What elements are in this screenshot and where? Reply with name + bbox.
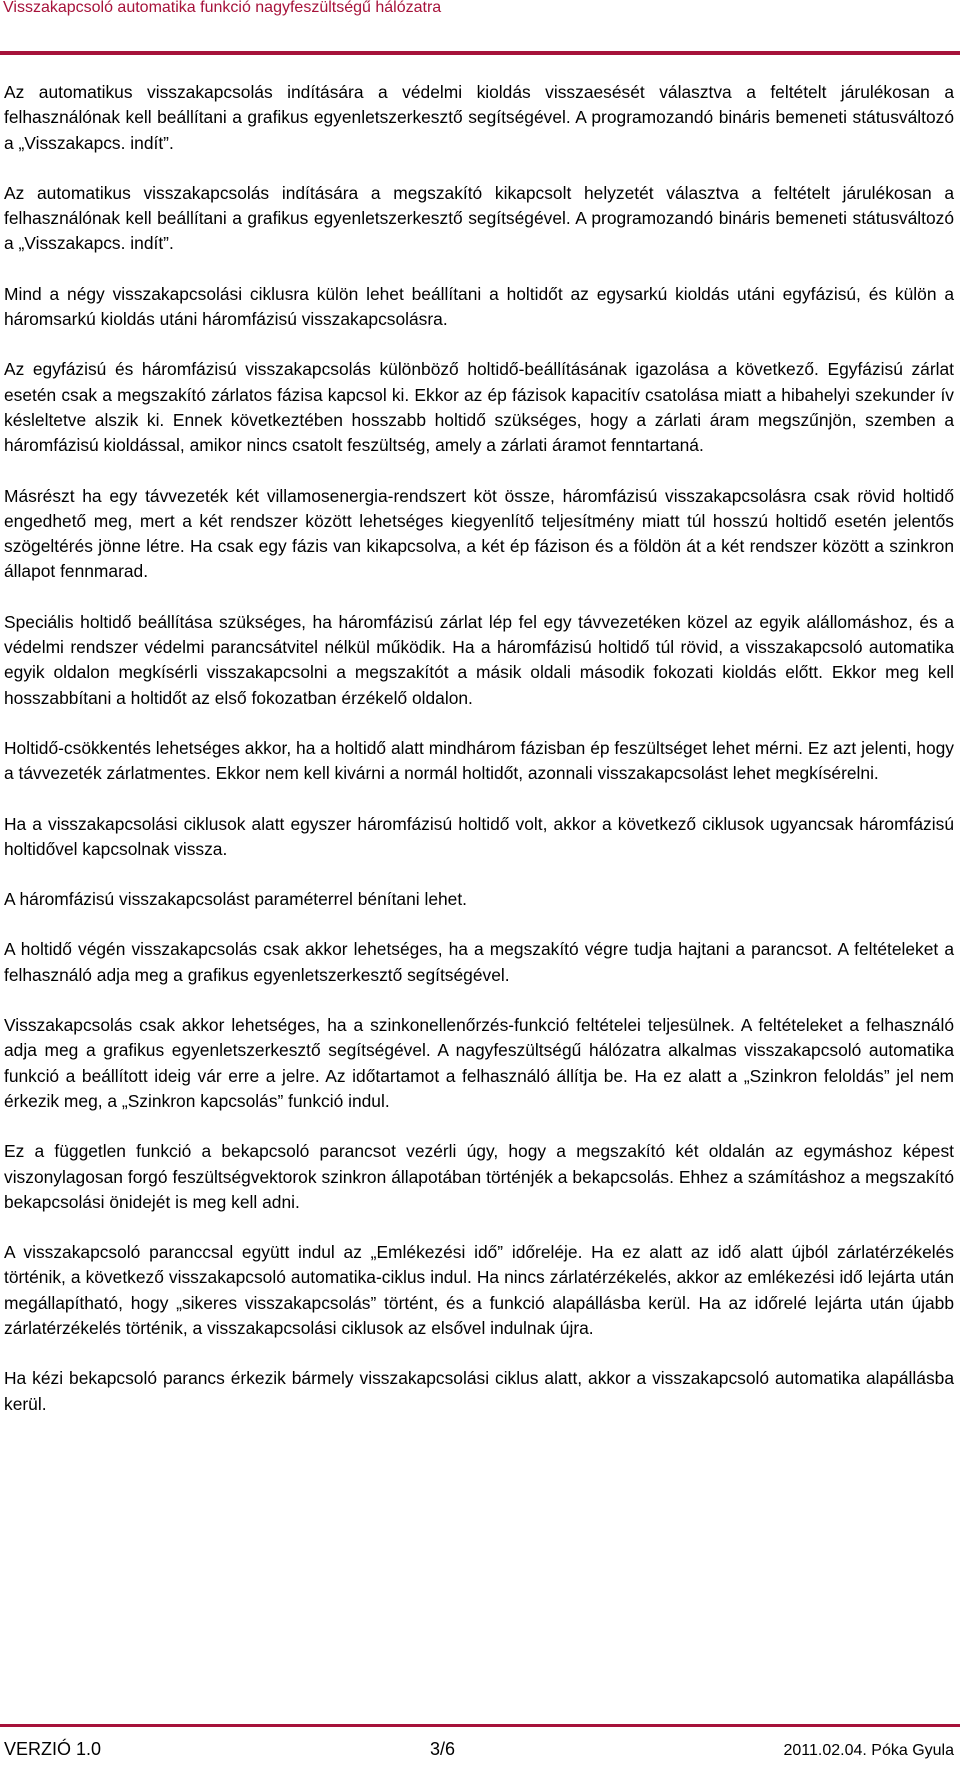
paragraph: A holtidő végén visszakapcsolás csak akkor lehetséges, ha a megszakító végre tudja hajtani a parancsot. A feltételeket a felhasználó adja meg a grafikus egyenletszerkesztő segítségével. [4, 939, 954, 985]
paragraph: A háromfázisú visszakapcsolást paraméterrel bénítani lehet. [4, 889, 468, 910]
footer-divider [0, 1724, 960, 1727]
paragraph: Mind a négy visszakapcsolási ciklusra külön lehet beállítani a holtidőt az egysarkú kioldás utáni egyfázisú, és külön a háromsarkú kioldás utáni háromfázisú visszakapcsolásra. [4, 283, 954, 330]
paragraph: Másrészt ha egy távvezeték két villamosenergia-rendszert köt össze, háromfázisú visszakapcsolásra csak rövid holtidő engedhető meg, mert a két rendszer között lehetséges kiegyenlítő teljesítmény miatt túl hosszú holtidő esetén jelentős szögeltérés jönne létre. Ha csak egy fázis van kikapcsolva, a két ép fázison és a földön át a két rendszer között a szinkron állapot fennmarad. [4, 485, 954, 582]
paragraph: Ha kézi bekapcsoló parancs érkezik bármely visszakapcsolási ciklus alatt, akkor a visszakapcsoló automatika alapállásba kerül. [4, 1368, 954, 1414]
footer-version: VERZIÓ 1.0 [4, 1739, 102, 1759]
paragraph: Holtidő-csökkentés lehetséges akkor, ha a holtidő alatt mindhárom fázisban ép feszültséget lehet mérni. Ez azt jelenti, hogy a távvezeték zárlatmentes. Ekkor nem kell kivárni a normál holtidőt, azonnali visszakapcsolást lehet megkísérelni. [4, 737, 954, 784]
paragraph: Az egyfázisú és háromfázisú visszakapcsolás különböző holtidő-beállításának igazolása a következő. Egyfázisú zárlat esetén csak a megszakító zárlatos fázisa kapcsol ki. Ekkor az ép fázisok kapacitív csatolása miatt a hibahelyi szekunder ív késleltetve alszik ki. Ennek következtében hosszabb holtidő szükséges, hogy a zárlati áram megszűnjön, szemben a háromfázisú kioldással, amikor nincs csatolt feszültség, amely a zárlati áramot fenntartaná. [4, 359, 954, 456]
paragraph: Ha a visszakapcsolási ciklusok alatt egyszer háromfázisú holtidő volt, akkor a következő ciklusok ugyancsak háromfázisú holtidővel kapcsolnak vissza. [4, 813, 954, 859]
footer-date-author: 2011.02.04. Póka Gyula [783, 1742, 954, 1759]
paragraph: Visszakapcsolás csak akkor lehetséges, ha a szinkonellenőrzés-funkció feltételei teljesülnek. A feltételeket a felhasználó adja meg a grafikus egyenletszerkesztő segítségével. A nagyfeszültségű hálózatra alkalmas visszakapcsoló automatika funkció a beállított ideig vár erre a jelre. Az időtartamot a felhasználó állítja be. Ha ez alatt a „Szinkron feloldás” jel nem érkezik meg, a „Szinkron kapcsolás” funkció indul. [4, 1015, 954, 1111]
paragraph: Az automatikus visszakapcsolás indítására a megszakító kikapcsolt helyzetét választva a feltételt járulékosan a felhasználónak kell beállítani a grafikus egyenletszerkesztő segítségével. A programozandó bináris bemeneti státusváltozó a „Visszakapcs. indít”. [4, 182, 954, 254]
header-divider [0, 51, 960, 55]
paragraph: Az automatikus visszakapcsolás indítására a védelmi kioldás visszaesését választva a feltételt járulékosan a felhasználónak kell beállítani a grafikus egyenletszerkesztő segítségével. A programozandó bináris bemeneti státusváltozó a „Visszakapcs. indít”. [4, 82, 954, 153]
footer-page-number: 3/6 [430, 1739, 456, 1759]
document-header-title: Visszakapcsoló automatika funkció nagyfeszültségű hálózatra [3, 0, 442, 16]
paragraph: A visszakapcsoló paranccsal együtt indul az „Emlékezési idő” időreléje. Ha ez alatt az idő alatt újból zárlatérzékelés történik, a következő visszakapcsoló automatika-ciklus indul. Ha nincs zárlatérzékelés, akkor az emlékezési idő lejárta után megállapítható, hogy „sikeres visszakapcsolás” történt, és a funkció alapállásba kerül. Ha az időrelé lejárta után újabb zárlatérzékelés történik, a visszakapcsolási ciklusok az elsővel indulnak újra. [4, 1242, 954, 1338]
document-body [4, 80, 954, 1442]
paragraph: Speciális holtidő beállítása szükséges, ha háromfázisú zárlat lép fel egy távvezetéken közel az egyik alállomáshoz, és a védelmi rendszer védelmi parancsátvitel nélkül működik. Ha a háromfázisú holtidő túl rövid, a visszakapcsoló automatika egyik oldalon megkísérli visszakapcsolni a megszakítót a másik oldali második fokozati kioldás előtt. Ekkor meg kell hosszabbítani a holtidőt az első fokozatban érzékelő oldalon. [4, 611, 954, 708]
paragraph: Ez a független funkció a bekapcsoló parancsot vezérli úgy, hogy a megszakító két oldalán az egymáshoz képest viszonylagosan forgó feszültségvektorok szinkron állapotában történjék a bekapcsolás. Ehhez a számításhoz a megszakító bekapcsolási önidejét is meg kell adni. [4, 1141, 954, 1212]
